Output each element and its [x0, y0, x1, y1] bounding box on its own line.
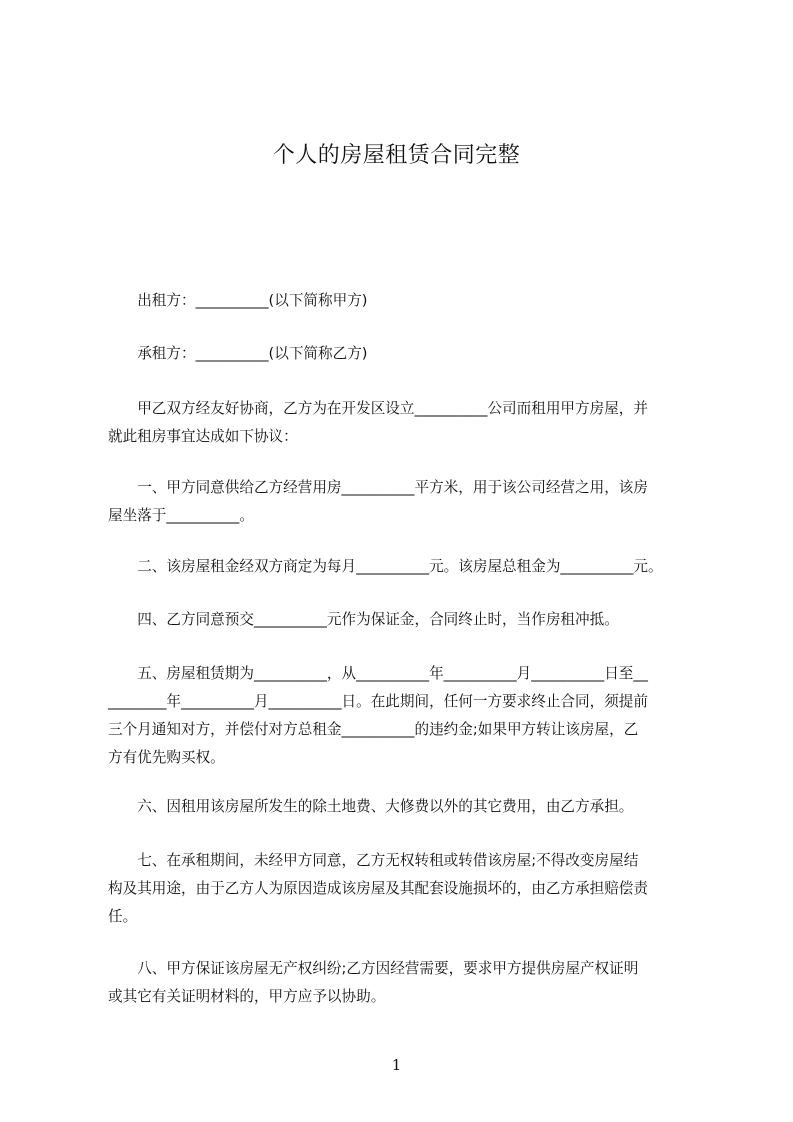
page-number: 1: [391, 1056, 402, 1074]
text-line: 屋坐落于__________。: [108, 507, 254, 524]
text-line: 就此租房事宜达成如下协议：: [108, 428, 298, 445]
text-line: 任。: [108, 908, 138, 925]
clause-5-paragraph: [108, 660, 708, 772]
text-line: 八、甲方保证该房屋无产权纠纷;乙方因经营需要，要求甲方提供房屋产权证明: [108, 960, 639, 977]
text-line: 或其它有关证明材料的，甲方应予以协助。: [108, 988, 386, 1005]
text-line: 甲乙双方经友好协商，乙方为在开发区设立__________公司而租用甲方房屋，并: [108, 400, 648, 417]
text-line: 二、该房屋租金经双方商定为每月__________元。该房屋总租金为__________元。: [108, 558, 663, 575]
clause-2-paragraph: [108, 553, 708, 581]
clause-4-paragraph: [108, 606, 708, 634]
text-line: 方有优先购买权。: [108, 749, 225, 766]
clause-6-paragraph: [108, 793, 708, 821]
clause-1-paragraph: [108, 474, 708, 530]
document-title: 个人的房屋租赁合同完整: [272, 143, 521, 168]
text-line: 出租方：__________(以下简称甲方): [108, 292, 368, 309]
text-line: 五、房屋租赁期为__________，从__________年__________月__________日至__: [108, 665, 648, 682]
text-line: 构及其用途，由于乙方人为原因造成该房屋及其配套设施损坏的，由乙方承担赔偿责: [108, 880, 648, 897]
lessor-line: [108, 287, 708, 315]
text-line: 七、在承租期间，未经甲方同意，乙方无权转租或转借该房屋;不得改变房屋结: [108, 852, 639, 869]
text-line: ________年__________月__________日。在此期间，任何一方要求终止合同，须提前: [108, 693, 648, 710]
text-line: 四、乙方同意预交__________元作为保证金，合同终止时，当作房租冲抵。: [108, 611, 619, 628]
text-line: 承租方：__________(以下简称乙方): [108, 345, 368, 362]
lessee-line: [108, 340, 708, 368]
text-line: 六、因租用该房屋所发生的除土地费、大修费以外的其它费用，由乙方承担。: [108, 798, 634, 815]
preamble-paragraph: [108, 395, 708, 451]
text-line: 三个月通知对方，并偿付对方总租金__________的违约金;如果甲方转让该房屋，乙: [108, 721, 639, 738]
clause-7-paragraph: [108, 847, 708, 931]
text-line: 一、甲方同意供给乙方经营用房__________平方米，用于该公司经营之用，该房: [108, 479, 648, 496]
clause-8-paragraph: [108, 955, 708, 1011]
